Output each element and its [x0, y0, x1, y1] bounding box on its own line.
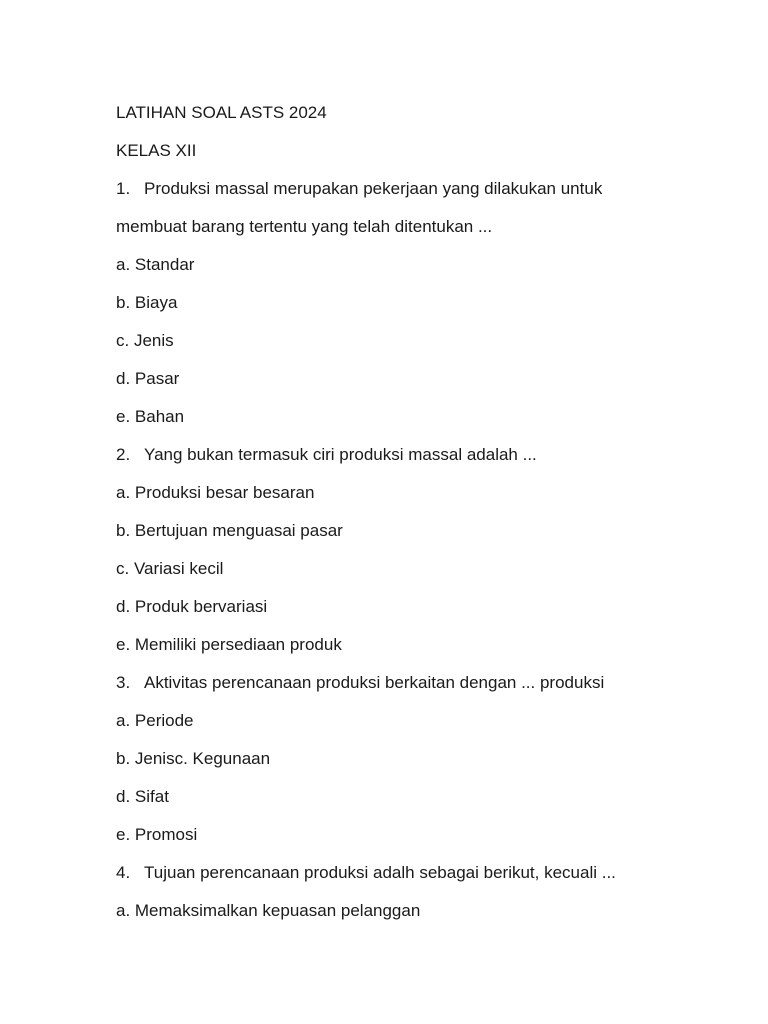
question-1-continuation: membuat barang tertentu yang telah ditentukan ...: [116, 217, 493, 236]
option-1a: a. Standar: [116, 255, 195, 274]
option-3b: b. Jenisc. Kegunaan: [116, 749, 271, 768]
option-3d: d. Sifat: [116, 787, 169, 806]
option-1d: d. Pasar: [116, 369, 180, 388]
question-number: 4.: [116, 863, 131, 882]
question-text: Produksi massal merupakan pekerjaan yang dilakukan untuk: [144, 179, 603, 198]
question-text: Yang bukan termasuk ciri produksi massal adalah ...: [144, 445, 537, 464]
question-1: [116, 170, 716, 208]
option-2e: e. Memiliki persediaan produk: [116, 635, 342, 654]
question-4: [116, 854, 716, 892]
document-title: LATIHAN SOAL ASTS 2024: [116, 103, 327, 122]
option-2b: b. Bertujuan menguasai pasar: [116, 521, 343, 540]
option-2a: a. Produksi besar besaran: [116, 483, 315, 502]
question-text: Tujuan perencanaan produksi adalh sebagai berikut, kecuali ...: [144, 863, 616, 882]
option-1c: c. Jenis: [116, 331, 174, 350]
option-2c: c. Variasi kecil: [116, 559, 224, 578]
question-3: [116, 664, 716, 702]
question-2: [116, 436, 716, 474]
option-1e: e. Bahan: [116, 407, 185, 426]
option-4a: a. Memaksimalkan kepuasan pelanggan: [116, 901, 421, 920]
option-2d: d. Produk bervariasi: [116, 597, 268, 616]
question-number: 1.: [116, 179, 131, 198]
class-label: KELAS XII: [116, 141, 197, 160]
question-number: 3.: [116, 673, 131, 692]
question-number: 2.: [116, 445, 131, 464]
question-text: Aktivitas perencanaan produksi berkaitan dengan ... produksi: [144, 673, 605, 692]
option-1b: b. Biaya: [116, 293, 178, 312]
option-3e: e. Promosi: [116, 825, 198, 844]
option-3a: a. Periode: [116, 711, 194, 730]
document-body: [116, 94, 716, 930]
